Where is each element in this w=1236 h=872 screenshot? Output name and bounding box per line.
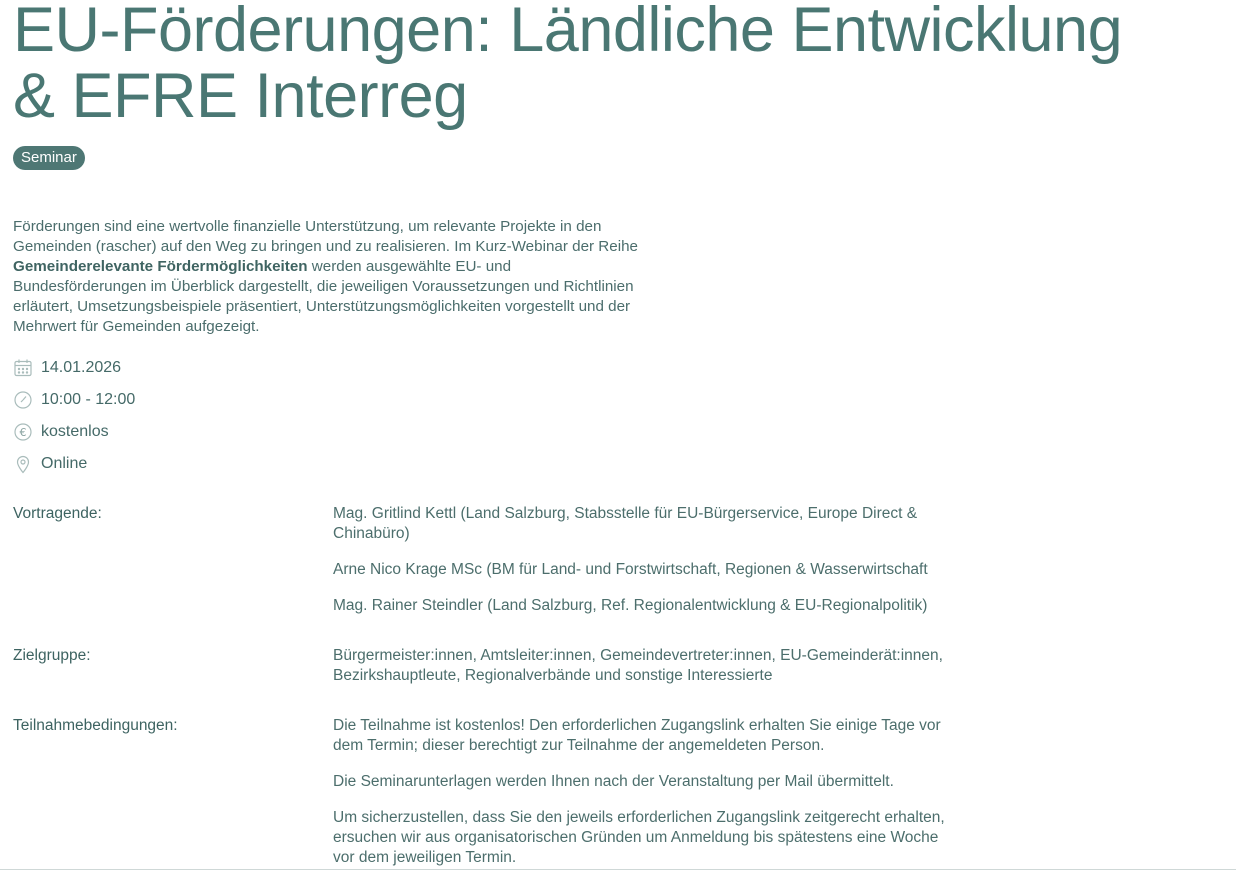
description-series-name: Gemeinderelevante Fördermöglichkeiten	[13, 258, 308, 275]
audience-text: Bürgermeister:innen, Amtsleiter:innen, Gemeindevertreter:innen, EU-Gemeinderät:innen, Bezirkshauptleute, Regionalverbände und sonstige Interessierte	[333, 647, 943, 684]
description-text-2: werden ausgewählte EU- und Bundesförderungen im Überblick dargestellt, die jeweiligen Voraussetzungen und Richtlinien erläutert, Umsetzungsbeispiele präsentiert, Unterstützungsmöglichkeiten vorgestellt und der Mehrwert für Gemeinden aufgezeigt.	[13, 258, 634, 335]
details-row-speakers	[13, 504, 973, 632]
euro-icon	[13, 422, 33, 442]
meta-time-value: 10:00 - 12:00	[41, 391, 136, 408]
details-row-conditions	[13, 716, 973, 872]
meta-date	[13, 352, 135, 384]
calendar-icon	[13, 358, 33, 378]
clock-icon	[13, 390, 33, 410]
meta-location	[13, 448, 135, 480]
event-details	[13, 504, 973, 872]
meta-price-value: kostenlos	[41, 423, 109, 440]
audience-list	[333, 646, 963, 702]
event-meta	[13, 352, 135, 480]
meta-location-value: Online	[41, 455, 88, 472]
speaker-item: Arne Nico Krage MSc (BM für Land- und Forstwirtschaft, Regionen & Wasserwirtschaft	[333, 561, 928, 578]
conditions-list	[333, 716, 963, 872]
page-title	[13, 0, 1122, 129]
meta-price	[13, 416, 135, 448]
event-type-badge: Seminar	[13, 146, 85, 170]
viewport-divider	[0, 869, 1236, 870]
speaker-item: Mag. Gritlind Kettl (Land Salzburg, Stabsstelle für EU-Bürgerservice, Europe Direct & Chinabüro)	[333, 505, 918, 542]
meta-time	[13, 384, 135, 416]
page-title-line-1: EU-Förderungen: Ländliche Entwicklung	[13, 0, 1123, 65]
speakers-label: Vortragende:	[13, 505, 102, 522]
speakers-list	[333, 504, 963, 632]
location-pin-icon	[13, 454, 33, 474]
condition-item: Um sicherzustellen, dass Sie den jeweils erforderlichen Zugangslink zeitgerecht erhalten, ersuchen wir aus organisatorischen Gründen um Anmeldung bis spätestens eine Woche vor dem jeweiligen Termin.	[333, 809, 945, 866]
audience-label: Zielgruppe:	[13, 647, 91, 664]
speaker-item: Mag. Rainer Steindler (Land Salzburg, Ref. Regionalentwicklung & EU-Regionalpolitik)	[333, 597, 928, 614]
page-title-line-2: & EFRE Interreg	[13, 61, 468, 131]
description-text-1: Förderungen sind eine wertvolle finanzielle Unterstützung, um relevante Projekte in den Gemeinden (rascher) auf den Weg zu bringen und zu realisieren. Im Kurz-Webinar der Reihe	[13, 218, 638, 255]
svg-text:€: €	[19, 426, 27, 439]
details-row-audience	[13, 646, 973, 702]
condition-item: Die Seminarunterlagen werden Ihnen nach der Veranstaltung per Mail übermittelt.	[333, 773, 894, 790]
condition-item: Die Teilnahme ist kostenlos! Den erforderlichen Zugangslink erhalten Sie einige Tage vor dem Termin; dieser berechtigt zur Teilnahme der angemeldeten Person.	[333, 717, 941, 754]
conditions-label: Teilnahmebedingungen:	[13, 717, 178, 734]
meta-date-value: 14.01.2026	[41, 359, 122, 376]
event-description	[13, 217, 643, 337]
